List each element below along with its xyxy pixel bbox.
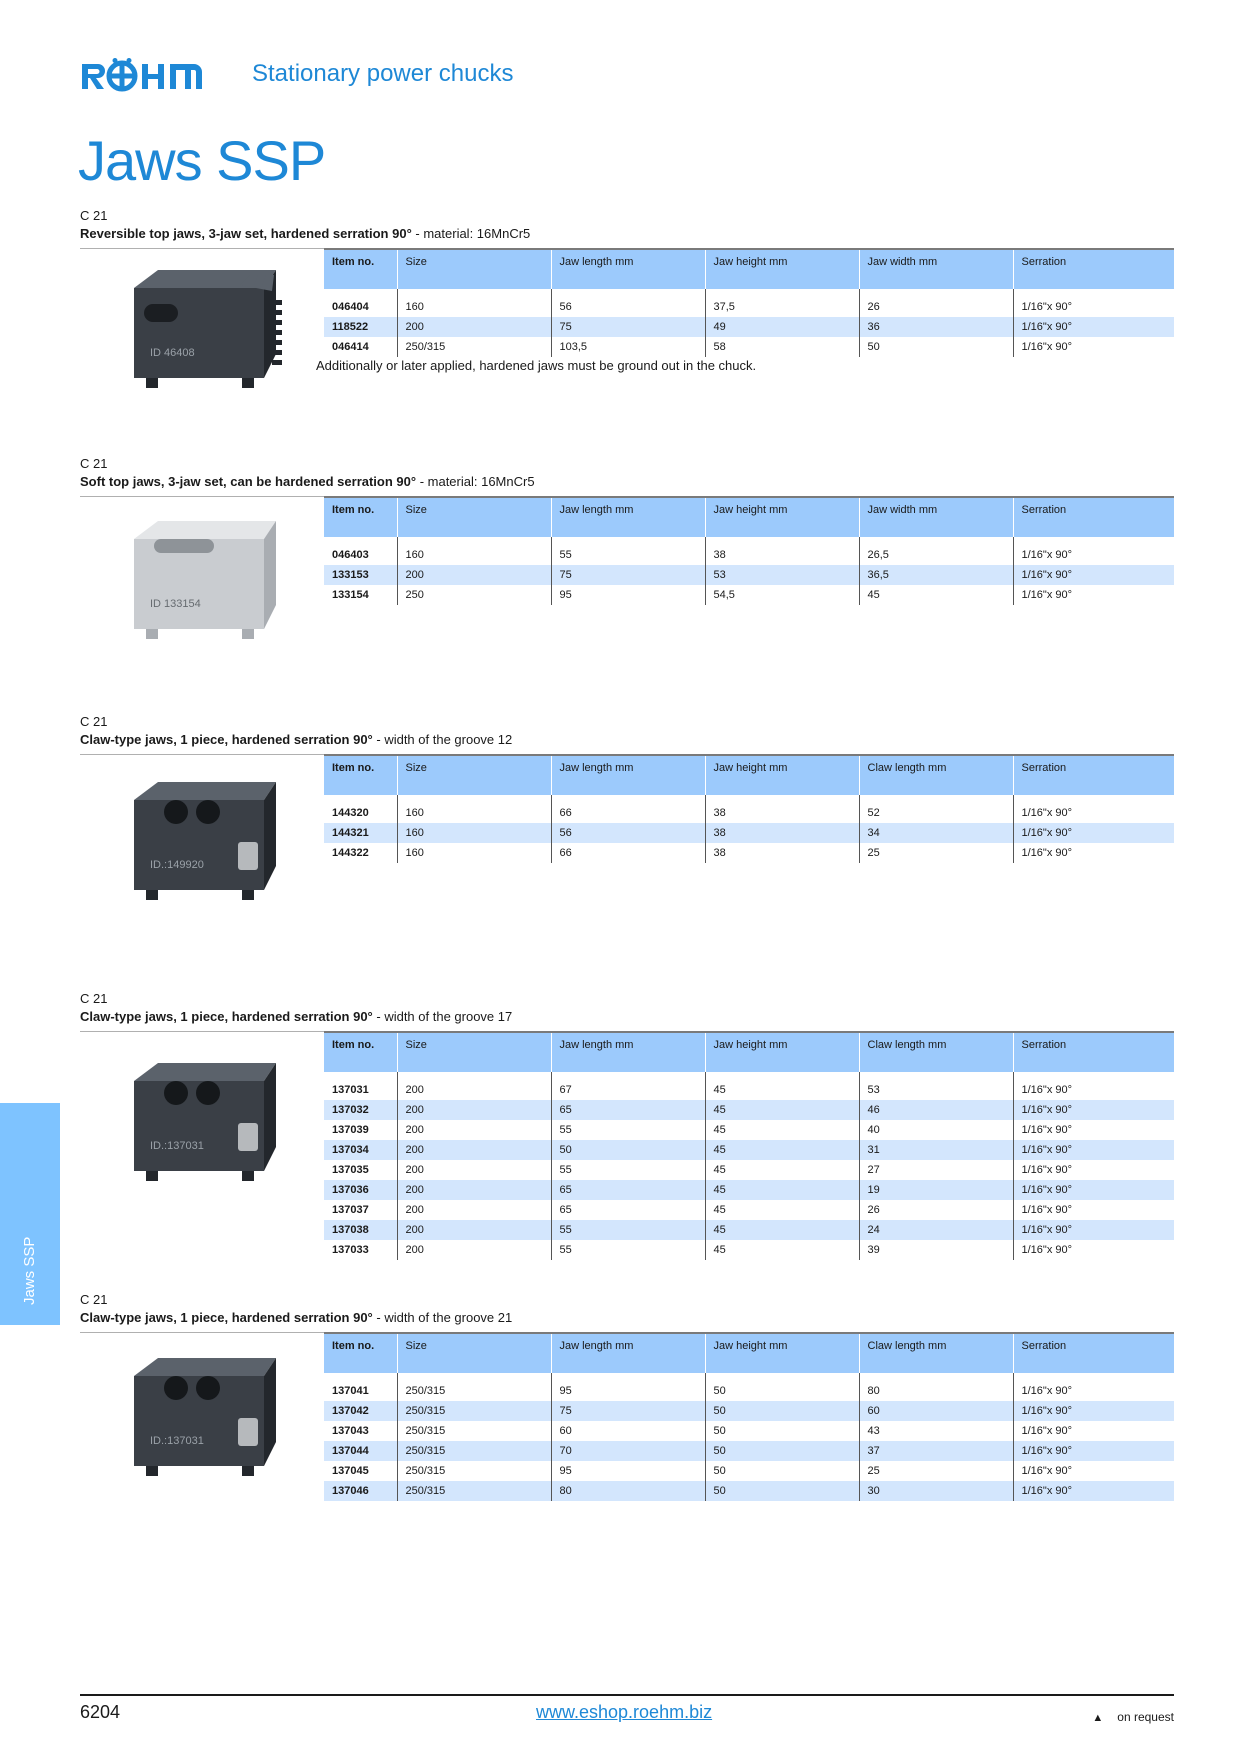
product-image (120, 1053, 300, 1198)
svg-text:ID 133154: ID 133154 (150, 598, 201, 610)
table-cell: 160 (397, 823, 551, 843)
table-cell: 160 (397, 843, 551, 863)
section-code: C 21 (80, 714, 108, 729)
section-code: C 21 (80, 991, 108, 1006)
section-title-rest: - material: 16MnCr5 (411, 226, 531, 241)
item-number-cell: 137034 (324, 1140, 397, 1160)
column-header: Jaw height mm (705, 497, 859, 537)
table-cell: 65 (551, 1180, 705, 1200)
table-cell: 36 (859, 317, 1013, 337)
item-number-cell: 133153 (324, 565, 397, 585)
section-code: C 21 (80, 456, 108, 471)
table-cell: 50 (705, 1401, 859, 1421)
table-cell: 1/16"x 90° (1021, 549, 1073, 561)
table-row (324, 795, 1174, 823)
column-header: Jaw width mm (859, 497, 1013, 537)
item-number-cell: 046414 (324, 337, 397, 357)
item-number-cell: 144321 (324, 823, 397, 843)
table-cell: 160 (397, 537, 551, 565)
table-cell: 34 (859, 823, 1013, 843)
table-cell: 27 (859, 1160, 1013, 1180)
table-cell: 1/16"x 90° (1013, 317, 1174, 337)
product-image (120, 1348, 300, 1493)
table-cell: 1/16"x 90° (1021, 1084, 1073, 1096)
side-tab (0, 1103, 60, 1325)
table-cell: 25 (859, 1461, 1013, 1481)
item-number-cell: 046403 (324, 537, 397, 565)
table-cell: 45 (705, 1240, 859, 1260)
table-cell: 40 (859, 1120, 1013, 1140)
table-cell: 95 (551, 1373, 705, 1401)
table-cell: 1/16"x 90° (1021, 847, 1073, 859)
table-cell: 31 (859, 1140, 1013, 1160)
table-cell: 1/16"x 90° (1013, 1441, 1174, 1461)
table-cell: 1/16"x 90° (1021, 341, 1073, 353)
table-row (324, 1180, 1174, 1200)
item-number-cell: 137045 (324, 1461, 397, 1481)
eshop-link[interactable]: www.eshop.roehm.biz (536, 1702, 713, 1722)
table-cell: 250/315 (397, 337, 551, 357)
column-header: Jaw width mm (859, 249, 1013, 289)
table-row (324, 1140, 1174, 1160)
table-cell: 1/16"x 90° (1013, 565, 1174, 585)
table-cell: 38 (705, 823, 859, 843)
table-cell: 43 (859, 1421, 1013, 1441)
table-cell: 37,5 (705, 289, 859, 317)
table-cell: 37 (859, 1441, 1013, 1461)
column-header: Serration (1013, 1333, 1174, 1373)
table-cell: 26 (859, 1200, 1013, 1220)
table-row (324, 1461, 1174, 1481)
table-cell: 1/16"x 90° (1021, 589, 1073, 601)
item-number-cell: 118522 (324, 317, 397, 337)
column-header: Serration (1013, 1032, 1174, 1072)
product-image (120, 511, 300, 656)
section-title-bold: Reversible top jaws, 3-jaw set, hardened serration 90° (80, 226, 412, 241)
table-cell: 1/16"x 90° (1021, 1164, 1073, 1176)
table-header-row (324, 755, 1174, 795)
table-cell: 1/16"x 90° (1013, 1220, 1174, 1240)
table-cell: 45 (705, 1160, 859, 1180)
table-cell: 1/16"x 90° (1013, 1180, 1174, 1200)
table-cell: 160 (397, 289, 551, 317)
spec-table (324, 1031, 1174, 1260)
table-cell: 200 (397, 1072, 551, 1100)
table-cell: 1/16"x 90° (1013, 823, 1174, 843)
item-number-cell: 137043 (324, 1421, 397, 1441)
table-cell: 1/16"x 90° (1021, 807, 1073, 819)
table-cell: 1/16"x 90° (1021, 1465, 1073, 1477)
table-row (324, 1421, 1174, 1441)
column-header: Item no. (324, 1333, 397, 1373)
table-cell: 55 (551, 1160, 705, 1180)
section-title-bold: Claw-type jaws, 1 piece, hardened serration 90° (80, 732, 373, 747)
table-cell: 66 (551, 795, 705, 823)
on-request-icon: ▲ (1092, 1712, 1104, 1724)
table-cell: 66 (551, 843, 705, 863)
item-number-cell: 144320 (324, 795, 397, 823)
table-cell: 65 (551, 1100, 705, 1120)
table-cell: 60 (551, 1421, 705, 1441)
table-cell: 60 (859, 1401, 1013, 1421)
table-cell: 52 (859, 795, 1013, 823)
table-cell: 1/16"x 90° (1021, 1204, 1073, 1216)
column-header: Size (397, 1032, 551, 1072)
table-cell: 50 (551, 1140, 705, 1160)
svg-text:ID 46408: ID 46408 (150, 347, 195, 359)
section-title (80, 226, 1174, 244)
column-header: Claw length mm (859, 1333, 1013, 1373)
table-cell: 80 (551, 1481, 705, 1501)
table-cell: 65 (551, 1200, 705, 1220)
table-cell: 250/315 (397, 1481, 551, 1501)
table-cell: 36,5 (859, 565, 1013, 585)
roehm-logo (80, 58, 218, 92)
item-number-cell: 137039 (324, 1120, 397, 1140)
table-cell: 50 (859, 337, 1013, 357)
section-title-bold: Claw-type jaws, 1 piece, hardened serration 90° (80, 1009, 373, 1024)
table-cell: 200 (397, 1180, 551, 1200)
item-number-cell: 137042 (324, 1401, 397, 1421)
table-cell: 25 (859, 843, 1013, 863)
table-cell: 53 (859, 1072, 1013, 1100)
column-header: Size (397, 497, 551, 537)
column-header: Jaw height mm (705, 249, 859, 289)
table-cell: 53 (705, 565, 859, 585)
table-cell: 45 (705, 1220, 859, 1240)
logo-text: RÖHM (80, 58, 84, 59)
table-cell: 50 (705, 1461, 859, 1481)
footer-legend (1092, 1710, 1174, 1724)
table-header-row (324, 1032, 1174, 1072)
section-note: Additionally or later applied, hardened jaws must be ground out in the chuck. (316, 358, 757, 373)
column-header: Claw length mm (859, 755, 1013, 795)
footer-divider (80, 1694, 1174, 1696)
table-row (324, 1481, 1174, 1501)
section-title (80, 1009, 1174, 1027)
table-header-row (324, 497, 1174, 537)
column-header: Jaw length mm (551, 755, 705, 795)
table-row (324, 1200, 1174, 1220)
table-cell: 200 (397, 1120, 551, 1140)
table-cell: 38 (705, 843, 859, 863)
table-cell: 95 (551, 1461, 705, 1481)
table-row (324, 843, 1174, 863)
section-title-rest: - width of the groove 12 (372, 732, 513, 747)
section-code: C 21 (80, 208, 108, 223)
table-cell: 250/315 (397, 1373, 551, 1401)
table-cell: 75 (551, 565, 705, 585)
column-header: Serration (1013, 249, 1174, 289)
svg-text:ID.:149920: ID.:149920 (150, 859, 204, 871)
item-number-cell: 144322 (324, 843, 397, 863)
table-cell: 30 (859, 1481, 1013, 1501)
column-header: Jaw height mm (705, 1032, 859, 1072)
column-header: Jaw length mm (551, 1333, 705, 1373)
column-header: Jaw height mm (705, 755, 859, 795)
table-cell: 75 (551, 1401, 705, 1421)
product-image (120, 260, 300, 405)
spec-table (324, 496, 1174, 605)
column-header: Serration (1013, 755, 1174, 795)
table-cell: 39 (859, 1240, 1013, 1260)
item-number-cell: 137032 (324, 1100, 397, 1120)
table-row (324, 585, 1174, 605)
spec-table (324, 1332, 1174, 1501)
table-cell: 200 (397, 1240, 551, 1260)
table-cell: 1/16"x 90° (1021, 1244, 1073, 1256)
section-title-rest: - material: 16MnCr5 (416, 474, 535, 489)
svg-text:ID.:137031: ID.:137031 (150, 1140, 204, 1152)
table-cell: 250/315 (397, 1401, 551, 1421)
column-header: Item no. (324, 755, 397, 795)
section-title-rest: - width of the groove 21 (372, 1310, 513, 1325)
table-row (324, 1160, 1174, 1180)
table-header-row (324, 249, 1174, 289)
table-cell: 45 (859, 585, 1013, 605)
table-cell: 49 (705, 317, 859, 337)
header-subtitle: Stationary power chucks (252, 60, 514, 87)
table-cell: 50 (705, 1373, 859, 1401)
table-cell: 26,5 (859, 537, 1013, 565)
table-cell: 50 (705, 1441, 859, 1461)
table-cell: 1/16"x 90° (1013, 1140, 1174, 1160)
item-number-cell: 137041 (324, 1373, 397, 1401)
section-title (80, 732, 1174, 750)
item-number-cell: 137031 (324, 1072, 397, 1100)
table-row (324, 1072, 1174, 1100)
item-number-cell: 137033 (324, 1240, 397, 1260)
table-cell: 95 (551, 585, 705, 605)
product-section (80, 714, 1174, 871)
section-title-bold: Claw-type jaws, 1 piece, hardened serration 90° (80, 1310, 373, 1325)
table-cell: 200 (397, 565, 551, 585)
column-header: Claw length mm (859, 1032, 1013, 1072)
table-cell: 200 (397, 1140, 551, 1160)
table-cell: 56 (551, 289, 705, 317)
table-cell: 200 (397, 1160, 551, 1180)
section-title (80, 474, 1174, 492)
table-cell: 56 (551, 823, 705, 843)
table-row (324, 565, 1174, 585)
table-row (324, 1240, 1174, 1260)
spec-table (324, 754, 1174, 863)
section-title (80, 1310, 1174, 1328)
table-cell: 1/16"x 90° (1013, 1100, 1174, 1120)
table-row (324, 1100, 1174, 1120)
column-header: Size (397, 249, 551, 289)
table-cell: 67 (551, 1072, 705, 1100)
table-row (324, 289, 1174, 317)
column-header: Jaw length mm (551, 497, 705, 537)
item-number-cell: 137037 (324, 1200, 397, 1220)
table-cell: 38 (705, 795, 859, 823)
table-row (324, 537, 1174, 565)
table-cell: 200 (397, 1220, 551, 1240)
table-cell: 1/16"x 90° (1021, 1124, 1073, 1136)
table-row (324, 1220, 1174, 1240)
column-header: Item no. (324, 249, 397, 289)
table-cell: 46 (859, 1100, 1013, 1120)
table-cell: 45 (705, 1072, 859, 1100)
spec-table (324, 248, 1174, 357)
column-header: Jaw length mm (551, 249, 705, 289)
section-code: C 21 (80, 1292, 108, 1307)
product-image (120, 772, 300, 917)
section-title-bold: Soft top jaws, 3-jaw set, can be hardened serration 90° (80, 474, 417, 489)
column-header: Item no. (324, 1032, 397, 1072)
section-title-rest: - width of the groove 17 (372, 1009, 513, 1024)
side-tab-label: Jaws SSP (21, 1236, 38, 1305)
table-cell: 45 (705, 1140, 859, 1160)
column-header: Size (397, 755, 551, 795)
item-number-cell: 137036 (324, 1180, 397, 1200)
table-cell: 75 (551, 317, 705, 337)
table-cell: 200 (397, 1200, 551, 1220)
column-header: Jaw height mm (705, 1333, 859, 1373)
product-section (80, 1292, 1174, 1497)
item-number-cell: 137044 (324, 1441, 397, 1461)
table-row (324, 1120, 1174, 1140)
table-cell: 200 (397, 1100, 551, 1120)
table-cell: 200 (397, 317, 551, 337)
table-cell: 24 (859, 1220, 1013, 1240)
table-cell: 26 (859, 289, 1013, 317)
table-cell: 70 (551, 1441, 705, 1461)
table-cell: 55 (551, 1120, 705, 1140)
table-cell: 160 (397, 795, 551, 823)
table-cell: 45 (705, 1100, 859, 1120)
table-cell: 250/315 (397, 1421, 551, 1441)
table-cell: 55 (551, 1220, 705, 1240)
table-row (324, 317, 1174, 337)
table-cell: 103,5 (551, 337, 705, 357)
table-cell: 38 (705, 537, 859, 565)
table-cell: 55 (551, 537, 705, 565)
column-header: Size (397, 1333, 551, 1373)
page-title: Jaws SSP (78, 129, 326, 192)
table-cell: 54,5 (705, 585, 859, 605)
table-cell: 1/16"x 90° (1013, 1401, 1174, 1421)
table-cell: 1/16"x 90° (1021, 301, 1073, 313)
table-cell: 19 (859, 1180, 1013, 1200)
table-cell: 55 (551, 1240, 705, 1260)
svg-text:ID.:137031: ID.:137031 (150, 1435, 204, 1447)
table-cell: 45 (705, 1180, 859, 1200)
column-header: Serration (1013, 497, 1174, 537)
column-header: Item no. (324, 497, 397, 537)
item-number-cell: 133154 (324, 585, 397, 605)
column-header: Jaw length mm (551, 1032, 705, 1072)
table-cell: 1/16"x 90° (1021, 1385, 1073, 1397)
item-number-cell: 137046 (324, 1481, 397, 1501)
table-cell: 250/315 (397, 1441, 551, 1461)
table-cell: 45 (705, 1120, 859, 1140)
table-header-row (324, 1333, 1174, 1373)
product-section (80, 208, 1174, 373)
on-request-text: on request (1117, 1710, 1174, 1724)
table-cell: 1/16"x 90° (1021, 1425, 1073, 1437)
table-cell: 50 (705, 1481, 859, 1501)
table-row (324, 823, 1174, 843)
item-number-cell: 137038 (324, 1220, 397, 1240)
product-section (80, 991, 1174, 1256)
table-row (324, 1373, 1174, 1401)
table-cell: 250/315 (397, 1461, 551, 1481)
table-row (324, 1441, 1174, 1461)
table-cell: 80 (859, 1373, 1013, 1401)
table-cell: 1/16"x 90° (1013, 1481, 1174, 1501)
table-cell: 45 (705, 1200, 859, 1220)
table-cell: 50 (705, 1421, 859, 1441)
page-number: 6204 (80, 1702, 121, 1722)
item-number-cell: 046404 (324, 289, 397, 317)
table-cell: 250 (397, 585, 551, 605)
table-cell: 58 (705, 337, 859, 357)
item-number-cell: 137035 (324, 1160, 397, 1180)
product-section (80, 456, 1174, 610)
table-row (324, 337, 1174, 357)
table-row (324, 1401, 1174, 1421)
